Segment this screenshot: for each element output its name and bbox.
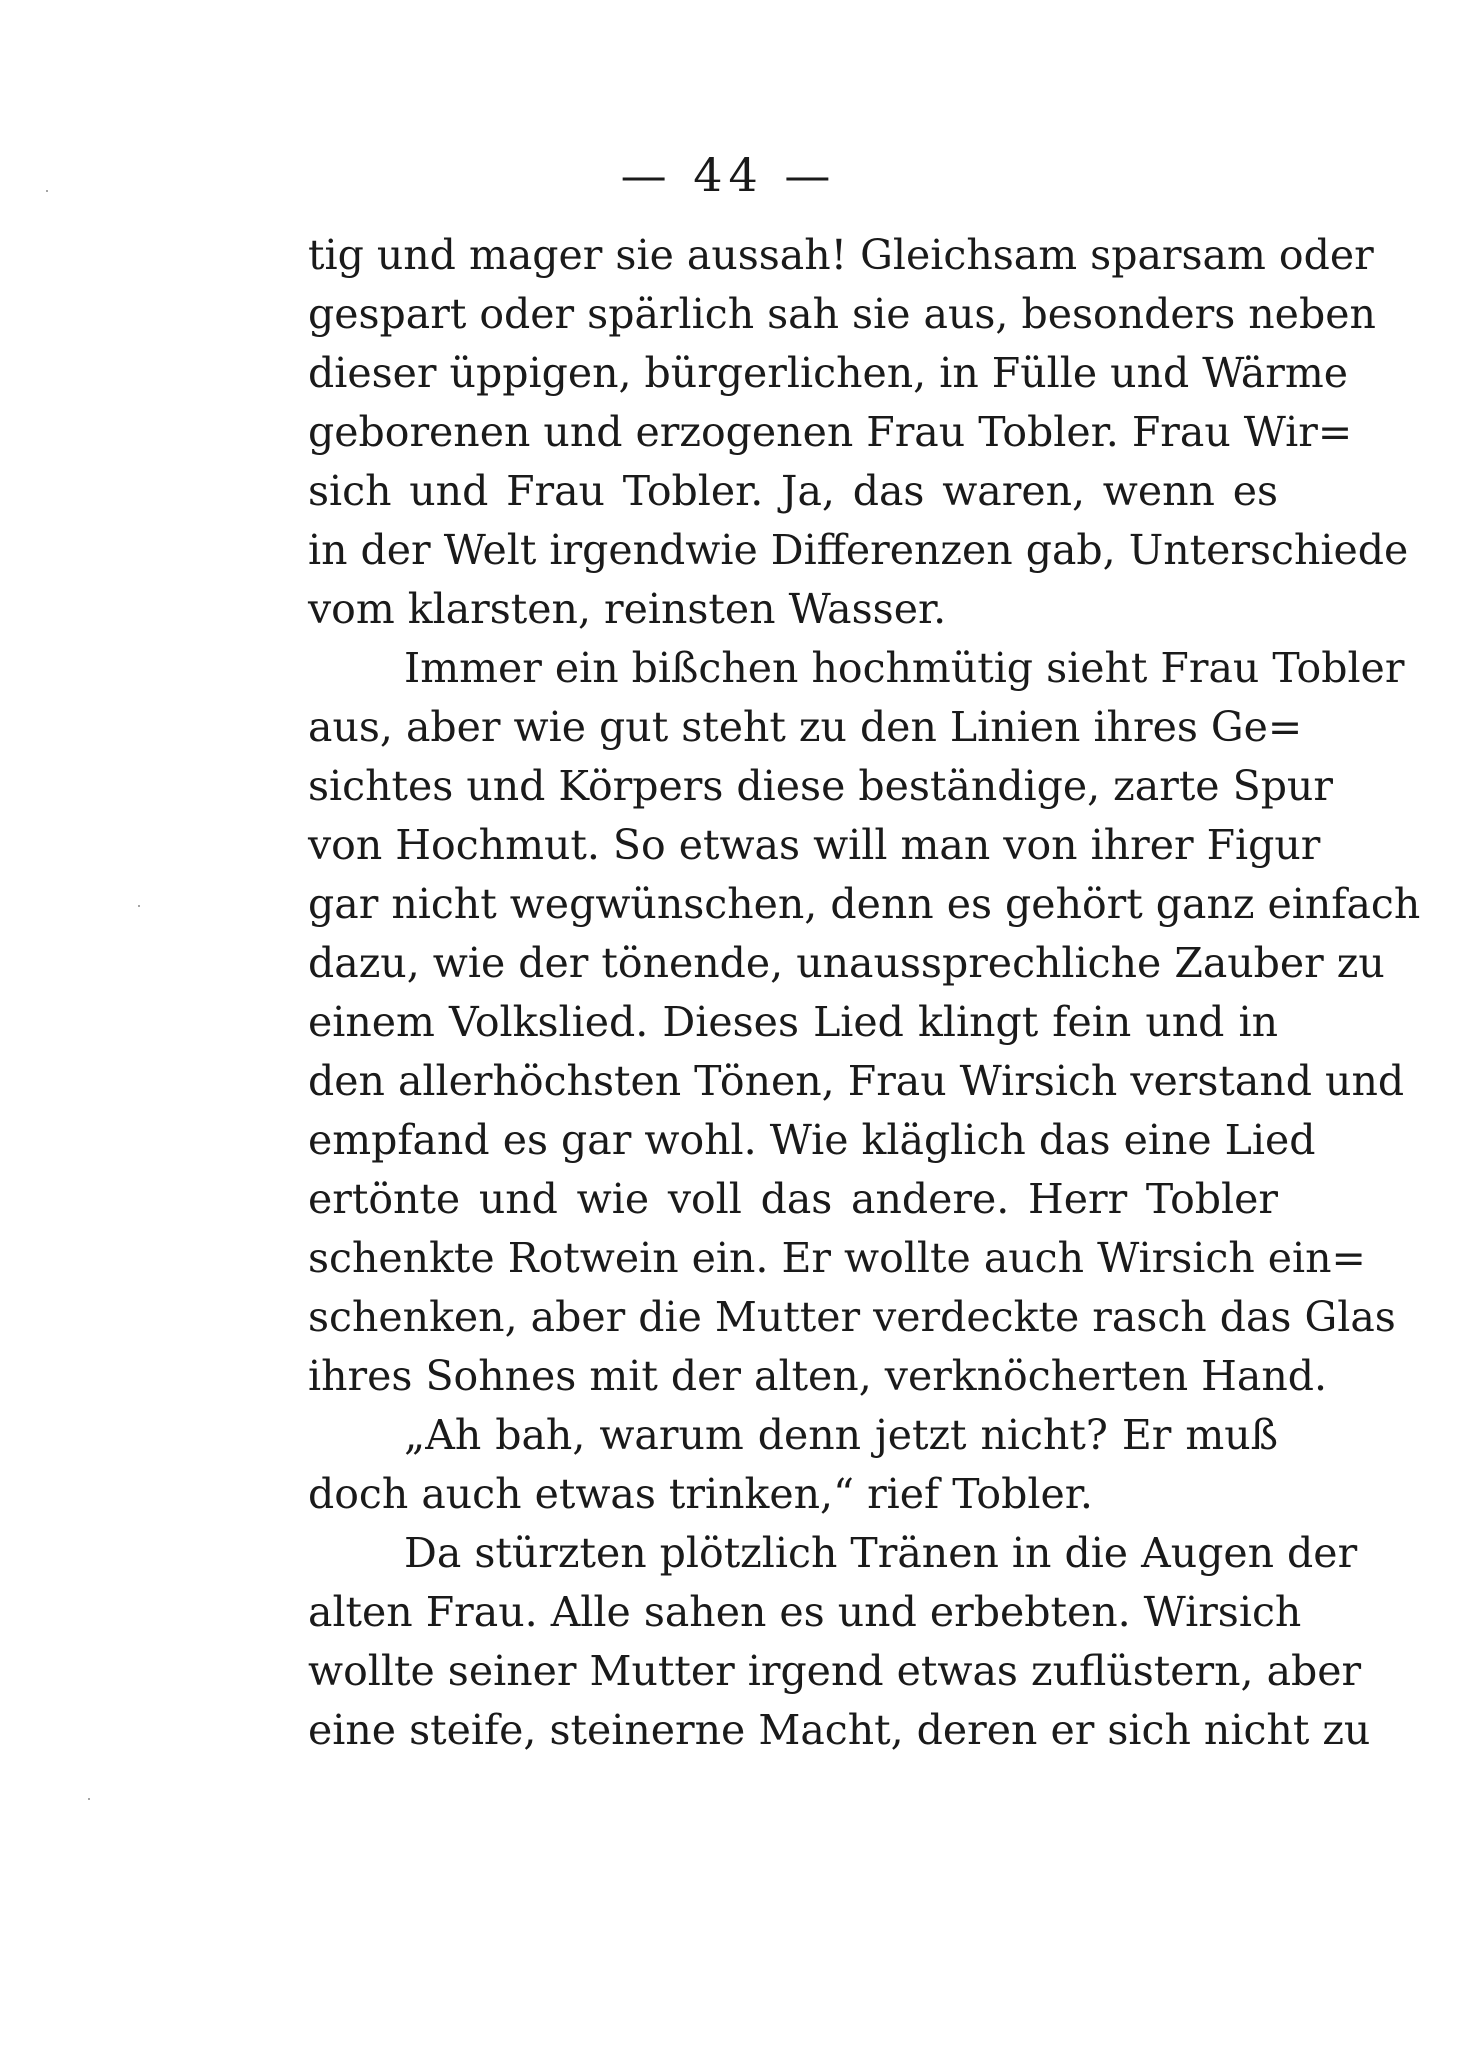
text-line: empfand es gar wohl. Wie kläglich das eine Lied <box>308 1116 1316 1164</box>
text-line: gespart oder spärlich sah sie aus, besonders neben <box>308 290 1376 338</box>
text-line: von Hochmut. So etwas will man von ihrer Figur <box>308 821 1321 869</box>
scan-speck <box>46 190 48 192</box>
text-line: eine steife, steinerne Macht, deren er sich nicht zu <box>308 1706 1371 1754</box>
text-line: „Ah bah, warum denn jetzt nicht? Er muß <box>404 1411 1278 1459</box>
text-line: geborenen und erzogenen Frau Tobler. Frau Wir= <box>308 408 1353 456</box>
text-line: dieser üppigen, bürgerlichen, in Fülle und Wärme <box>308 349 1349 397</box>
text-line: dazu, wie der tönende, unaussprechliche Zauber zu <box>308 939 1385 987</box>
text-line: aus, aber wie gut steht zu den Linien ihres Ge= <box>308 703 1303 751</box>
text-line: den allerhöchsten Tönen, Frau Wirsich verstand und <box>308 1057 1405 1105</box>
text-line: sich und Frau Tobler. Ja, das waren, wenn es <box>308 467 1278 515</box>
scan-speck <box>138 905 140 907</box>
text-line: in der Welt irgendwie Differenzen gab, Unterschiede <box>308 526 1409 574</box>
text-line: wollte seiner Mutter irgend etwas zuflüstern, aber <box>308 1647 1362 1695</box>
text-line: sichtes und Körpers diese beständige, zarte Spur <box>308 762 1333 810</box>
scan-speck <box>88 1798 90 1800</box>
text-line: gar nicht wegwünschen, denn es gehört ganz einfach <box>308 880 1421 928</box>
text-line: ihres Sohnes mit der alten, verknöcherten Hand. <box>308 1352 1328 1400</box>
text-line: tig und mager sie aussah! Gleichsam sparsam oder <box>308 231 1374 279</box>
body-text <box>308 226 1421 1760</box>
text-line: Da stürzten plötzlich Tränen in die Augen der <box>404 1529 1358 1577</box>
text-line: doch auch etwas trinken,“ rief Tobler. <box>308 1470 1093 1518</box>
text-line: schenkte Rotwein ein. Er wollte auch Wirsich ein= <box>308 1234 1366 1282</box>
text-line: schenken, aber die Mutter verdeckte rasch das Glas <box>308 1293 1396 1341</box>
page-number: — 44 — <box>620 148 837 202</box>
text-line: vom klarsten, reinsten Wasser. <box>308 585 947 633</box>
text-line: einem Volkslied. Dieses Lied klingt fein und in <box>308 998 1278 1046</box>
text-line: Immer ein bißchen hochmütig sieht Frau Tobler <box>404 644 1405 692</box>
text-line: alten Frau. Alle sahen es und erbebten. Wirsich <box>308 1588 1302 1636</box>
text-line: ertönte und wie voll das andere. Herr Tobler <box>308 1175 1278 1223</box>
